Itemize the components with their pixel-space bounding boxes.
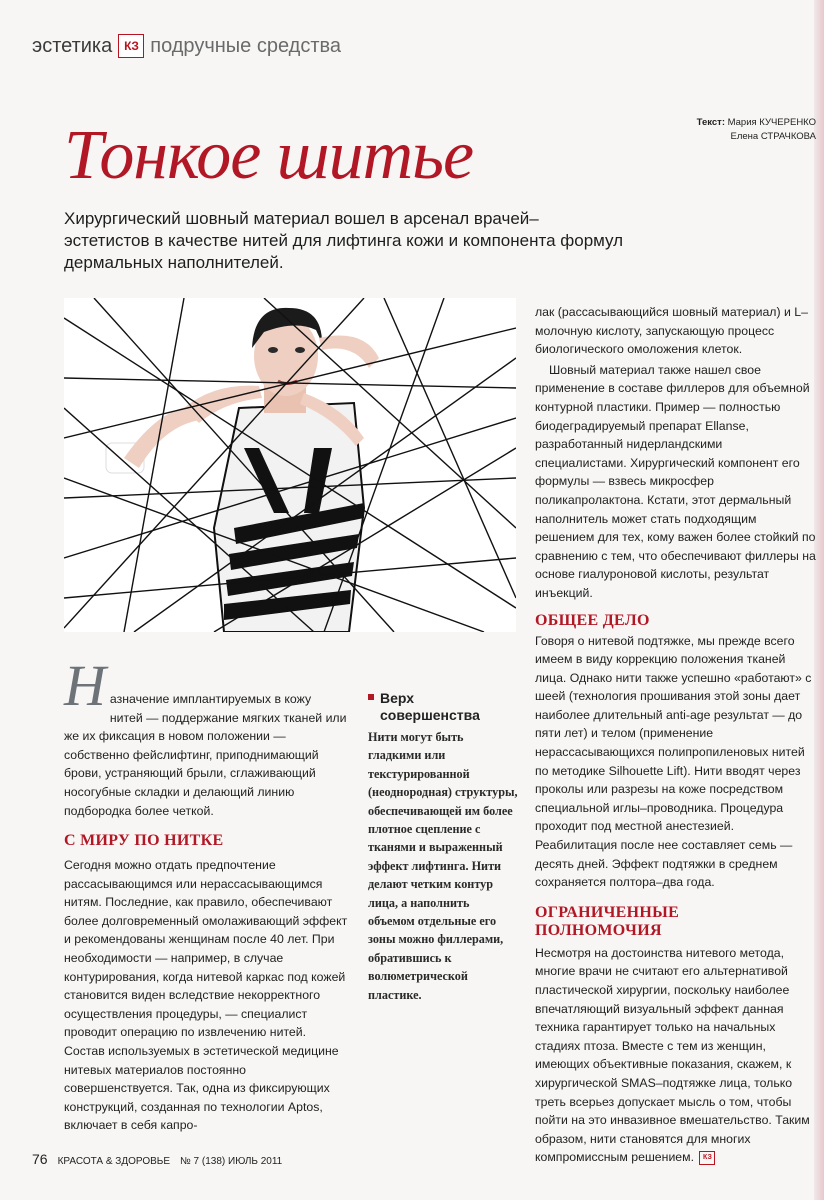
heading-limited-powers [535, 904, 817, 940]
intro-line-1: азначение имплантируемых в кожу [109, 692, 312, 706]
paragraph-capro: лак (рассасывающийся шовный материал) и L–молочную кислоту, запускающую процесс биологического омоложения клеток. [535, 305, 808, 357]
subsection-name: подручные средства [150, 34, 342, 57]
article-lead: Хирургический шовный материал вошел в арсенал врачей–эстетистов в качестве нитей для лифтинга кожи и компонента формул дермальных наполнителей. [64, 209, 624, 272]
sidebar-text: Нити могут быть гладкими или текстурированной (неоднородная) структуры, обеспечивающей им более плотное сцепление с тканями и выраженный эффект лифтинга. Нити делают четким контур лица, а наполнить объемом отдельные его зоны можно филлерами, обратившись к волюметрической пластике. [368, 730, 518, 1002]
paragraph-limited-text: Несмотря на достоинства нитевого метода, многие врачи не считают его альтернативой пластической хирургии, поскольку наиболее впечатляющий визуальный эффект данная техника гарантирует только на начальных стадиях птоза. Вместе с тем из женщин, имеющих объективные показания, скажем, к хирургической SMAS–подтяжке лица, только треть всерьез допускает мысль о том, чтобы пойти на это инвазивное вмешательство. Таким образом, нити становятся для многих компромиссным решением. [535, 945, 810, 1165]
sidebar-title-line1: Верх [380, 690, 415, 706]
magazine-logo-icon: КЗ [118, 34, 144, 58]
sidebar-bullet-icon [368, 694, 374, 700]
right-column [535, 303, 817, 1167]
intro-paragraph [64, 653, 348, 820]
heading-limited-line2: ПОЛНОМОЧИЯ [535, 921, 662, 939]
intro-line-2: нитей — поддержание мягких тканей или же их фиксация в новом положении — собственно фейслифтинг, приподнимающий брови, устраняющий брыли, сглаживающий носогубные складки и делающий линию подбородка более четкой. [64, 710, 347, 818]
heading-s-miru-po-nitke: С МИРУ ПО НИТКЕ [64, 832, 224, 849]
page-number: 76 [32, 1151, 48, 1167]
page-footer [32, 1151, 282, 1167]
heading-limited-line1: ОГРАНИЧЕННЫЕ [535, 903, 680, 921]
left-column [64, 832, 348, 1135]
issue-info: № 7 (138) ИЮЛЬ 2011 [180, 1156, 283, 1167]
article-credits [616, 116, 816, 144]
paragraph-limited [535, 944, 817, 1167]
heading-obshchee-delo: ОБЩЕЕ ДЕЛО [535, 611, 650, 629]
sidebar-title-line2: совершенства [380, 707, 480, 723]
paragraph-threads-types: Сегодня можно отдать предпочтение рассасывающимся или нерассасывающимся нитям. Последние, как правило, обеспечивают более долговременный омолаживающий эффект и рекомендованы женщинам после 40 лет. При необходимости — например, в случае контурирования, когда нитевой каркас под кожей становится виден вследствие некорректного осуществления процедуры, — специалист проводит операцию по извлечению нитей. Состав используемых в эстетической медицине нитевых материалов постоянно совершенствуется. Так, одна из фиксирующих конструкций, созданная по технологии Aptos, включает в себя капро- [64, 858, 348, 1133]
drop-cap: Н [64, 653, 106, 718]
author-2: Елена СТРАЧКОВА [730, 131, 816, 142]
woman-with-threads-illustration [64, 298, 516, 632]
section-header [32, 33, 341, 59]
paragraph-common-cause: Говоря о нитевой подтяжке, мы прежде всего имеем в виду коррекцию положения тканей лица. Однако нити также успешно «работают» с шеей (технология прошивания этой зоны дает наиболее длительный anti-age результат — до пяти лет) и телом (применение нерассасывающихся полипропиленовых нитей по методике Silhouette Lift). Нити вводят через проколы или разрезы на коже посредством специальной иглы–проводника. Процедура проходит под местной анестезией. Реабилитация после нее составляет семь — десять дней. Эффект подтяжки в среднем сохраняется полтора–два года. [535, 633, 812, 890]
magazine-name: КРАСОТА & ЗДОРОВЬЕ [57, 1156, 171, 1167]
end-mark-icon: КЗ [699, 1151, 715, 1165]
sidebar-box [368, 690, 518, 1004]
paragraph-fillers: Шовный материал также нашел свое применение в составе филлеров для объемной контурной пластики. Пример — полностью биодеградируемый препарат Ellanse, разработанный нидерландскими специалистами. Хирургический компонент его формулы — взвесь микросфер поликапролактона. Кстати, этот дермальный наполнитель может стать подходящим решением для тех, кому важен более стойкий по сравнению с тем, что обеспечивают филлеры на основе гиалуроновой кислоты, результат инъекций. [535, 362, 816, 600]
credits-label: Текст: [696, 117, 725, 128]
article-photo [64, 298, 516, 632]
article-title: Тонкое шитье [64, 117, 474, 194]
sidebar-title [368, 690, 518, 724]
author-1: Мария КУЧЕРЕНКО [727, 117, 816, 128]
section-name: эстетика [32, 34, 113, 57]
